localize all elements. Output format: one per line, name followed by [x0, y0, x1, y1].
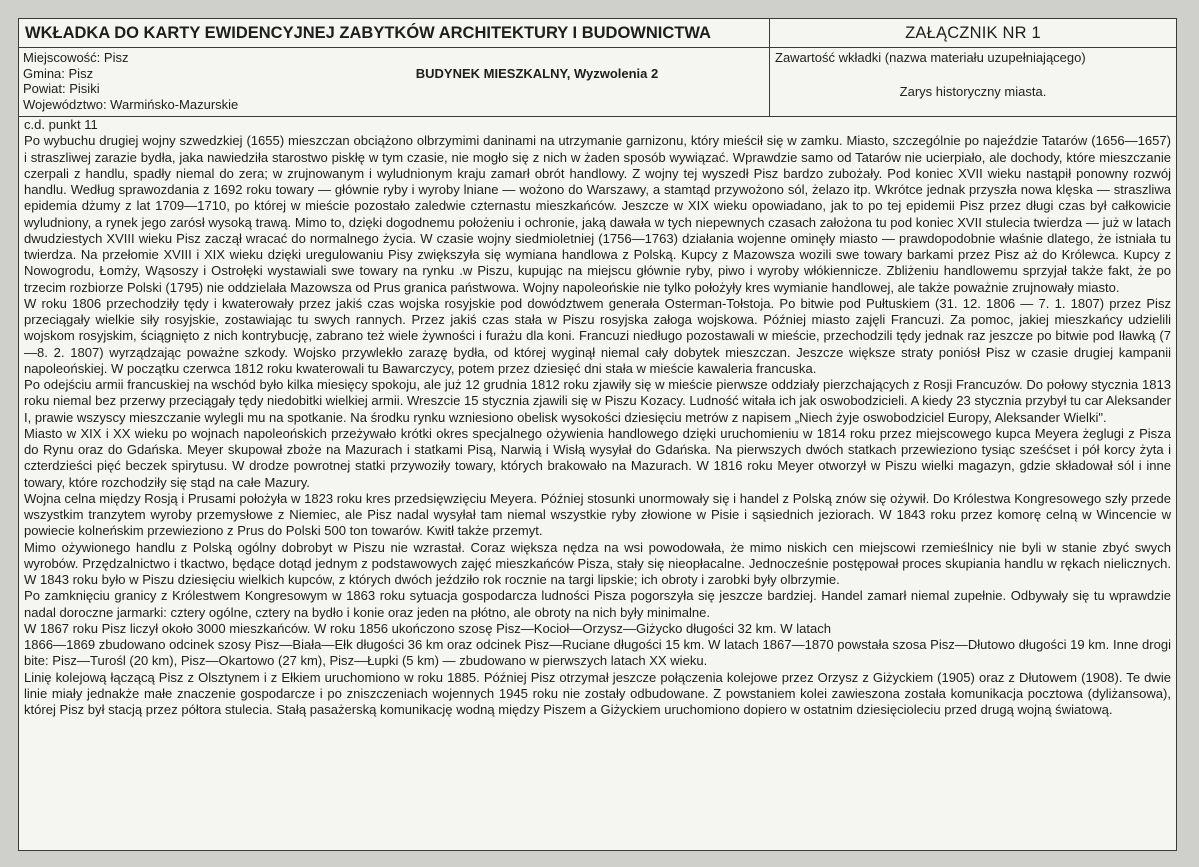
- metadata-row: [19, 48, 1176, 117]
- paragraph: W roku 1806 przechodziły tędy i kwaterowały przez jakiś czas wojska rosyjskie pod dowództwem generała Osterman-Tołstoja. Po bitwie pod Pułtuskiem (31. 12. 1806 — 7. 1. 1807) przez Pisz przeciągały wielkie siły rosyjskie, zostawiając tu swych rannych. Przez jakiś czas stała w Piszu rosyjska załoga wojskowa. Później miasto zajęli Francuzi. Za pomoc, jakiej mieszkańcy udzielili wojskom rosyjskim, ściągnięto z nich kontrybucję, zabrano też wiele żywności i furażu dla koni. Francuzi niedługo pozostawali w mieście, przechodzili tędy jednak raz jeszcze po bitwie pod Iławką (7—8. 2. 1807) wyrządzając poważne szkody. Wojsko przywlekło zarazę bydła, od której wyginął niemal cały dobytek mieszczan. Jeszcze większe straty poniósł Pisz w czasie drugiej kampanii napoleońskiej. W początku czerwca 1812 roku kwaterowali tu Bawarczycy, potem przez dziesięć dni stała w mieście kawaleria francuska.: [24, 295, 1171, 376]
- paragraph: Mimo ożywionego handlu z Polską ogólny dobrobyt w Piszu nie wzrastał. Coraz większa nędza na wsi powodowała, że mimo niskich cen miejscowi rzemieślnicy nie byli w stanie zbyć swych wyrobów. Przędzalnictwo i tkactwo, będące dotąd jednym z podstawowych zajęć mieszkańców Pisza, stały się nieopłacalne. Jednocześnie postępował proces skupiania handlu w rękach nielicznych. W 1843 roku było w Piszu dziesięciu wielkich kupców, z których dwóch jeździło rok rocznie na targi lipskie; ich obroty i zarobki były olbrzymie.: [24, 539, 1171, 587]
- location-block: [19, 48, 305, 116]
- paragraph: W 1867 roku Pisz liczył około 3000 mieszkańców. W roku 1856 ukończono szosę Pisz—Kocioł—Orzysz—Giżycko długości 32 km. W latach: [24, 620, 832, 636]
- paragraph: Po odejściu armii francuskiej na wschód było kilka miesięcy spokoju, ale już 12 grudnia 1812 roku zjawiły się w mieście pierwsze oddziały pierzchających z Rosji Francuzów. Do połowy stycznia 1813 roku niemal bez przerwy przeciągały tędy niedobitki wielkiej armii. Wreszcie 15 stycznia zjawili się w Piszu Kozacy. Ludność witała ich jak oswobodzicieli. A kiedy 23 stycznia przybył tu car Aleksander I, prawie wszyscy mieszczanie wylegli mu na spotkanie. Na środku rynku wzniesiono obelisk wysokości dziesięciu metrów z napisem „Niech żyje oswobodziciel Europy, Aleksander Wielki".: [24, 377, 1171, 425]
- commune-field: Gmina: Pisz: [23, 65, 94, 81]
- locality-field: Miejscowość: Pisz: [23, 50, 129, 65]
- paragraph: Po zamknięciu granicy z Królestwem Kongresowym w 1863 roku sytuacja gospodarcza ludności Pisza pogorszyła się jeszcze bardziej. Handel zamarł niemal zupełnie. Odbywały się tu wprawdzie nadal doroczne jarmarki: cztery ogólne, cztery na bydło i konie oraz jeden na płótno, ale obroty na nich były minimalne.: [24, 588, 1171, 620]
- document-title: WKŁADKA DO KARTY EWIDENCYJNEJ ZABYTKÓW ARCHITEKTURY I BUDOWNICTWA: [19, 19, 770, 47]
- building-name: BUDYNEK MIESZKALNY, Wyzwolenia 2: [305, 48, 770, 116]
- body-text: [19, 117, 1176, 718]
- paragraph: Wojna celna między Rosją i Prusami położyła w 1823 roku kres przedsięwzięciu Meyera. Później stosunki unormowały się i handel z Polską znów się ożywił. Do Królestwa Kongresowego szły przede wszystkim tranzytem wyroby przemysłowe z Niemiec, ale Pisz nadal wysyłał tam niemal wszystkie ryby złowione w Pisie i sąsiednich jeziorach. W 1843 roku przez komorę celną w Wincencie w powiecie kolneńskim przewieziono z Prus do Polski 500 ton towarów. Kwitł także przemyt.: [24, 490, 1171, 539]
- content-value: Zarys historyczny miasta.: [899, 84, 1047, 99]
- voivodeship-field: Województwo: Warmińsko-Mazurskie: [23, 96, 239, 112]
- paragraph-continuation-note: c.d. punkt 11: [24, 117, 98, 132]
- paragraph: 1866—1869 zbudowano odcinek szosy Pisz—Biała—Ełk długości 36 km oraz odcinek Pisz—Ruciane długości 15 km. W latach 1867—1870 powstała szosa Pisz—Dłutowo długości 19 km. Inne drogi bite: Pisz—Turośl (20 km), Pisz—Okartowo (27 km), Pisz—Łupki (5 km) — zbudowano w pierwszych latach XX wieku.: [24, 637, 1171, 669]
- content-label: Zawartość wkładki (nazwa materiału uzupełniającego): [775, 50, 1086, 65]
- paragraph: Miasto w XIX i XX wieku po wojnach napoleońskich przeżywało krótki okres specjalnego ożywienia handlowego dzięki uruchomieniu w 1814 roku przez miejscowego kupca Meyera żeglugi z Pisza do Rynu oraz do Gdańska. Meyer skupował zboże na Mazurach i statkami Pisą, Narwią i Wisłą wysyłał do Gdańska. Na pierwszych dwóch statkach przewieziono tysiąc sześćset i pół korcy żyta i czterdzieści pięć beczek spirytusu. W drodze powrotnej statki przywoziły towary, których brakowało na Mazurach. W 1816 roku Meyer otworzył w Piszu wielki magazyn, gdzie składował sól i inne towary, które rozchodziły się stąd na całe Mazury.: [24, 425, 1171, 490]
- paragraph: Linię kolejową łączącą Pisz z Olsztynem i z Ełkiem uruchomiono w roku 1885. Później Pisz otrzymał jeszcze połączenia kolejowe przez Orzysz z Giżyckiem (1905) oraz z Dłutowem (1908). Te dwie linie miały jednakże małe znaczenie gospodarcze i po zniszczeniach wojennych 1945 roku nie zostały odbudowane. Z powstaniem kolei zawieszona została komunikacja pocztowa (dyliżansowa), której Pisz był stacją przez półtora stulecia. Stałą pasażerską komunikację wodną między Piszem a Giżyckiem uruchomiono dopiero w ostatnim dziesięcioleciu przed drugą wojną światową.: [24, 669, 1171, 717]
- header-row: [19, 19, 1176, 48]
- content-block: [770, 48, 1176, 116]
- district-field: Powiat: Pisiki: [23, 81, 100, 97]
- annex-label: ZAŁĄCZNIK NR 1: [905, 24, 1041, 42]
- paragraph: Po wybuchu drugiej wojny szwedzkiej (1655) mieszczan obciążono olbrzymimi daninami na utrzymanie garnizonu, który mieścił się w zamku. Miasto, szczególnie po najeździe Tatarów (1656—1657) i straszliwej zarazie bydła, jaka nawiedziła starostwo piskłę w tym czasie, nie mogło się z nich w żaden sposób wywiązać. Wprawdzie samo od Tatarów nie ucierpiało, ale dochody, które mieszczanie czerpali z handlu, spadły niemal do zera; w zrujnowanym i wyludnionym kraju zamarł obrót handlowy. Z wojny tej wyszedł Pisz bardzo zubożały. Pod koniec XVII wieku nastąpił ponowny rozwój handlu. Według sprawozdania z 1692 roku towary — głównie ryby i wyroby lniane — wożono do Warszawy, a stamtąd przywożono sól, żelazo itp. Wkrótce jednak przyszła nowa klęska — straszliwa epidemia dżumy z lat 1709—1710, po której w mieście pozostało zaledwie czternastu mieszkańców. Jeszcze w XIX wieku opowiadano, jak to po tej epidemii Pisz przez długi czas był całkowicie wyludniony, a rynek jego zarósł wysoką trawą. Mimo to, dzięki dogodnemu położeniu i ochronie, jaką dawała w tych niepewnych czasach założona tu pod koniec XVII stulecia twierdza — już w latach dwudziestych XVIII wieku Pisz zaczął wracać do normalnego życia. W czasie wojny siedmioletniej (1756—1763) działania wojenne ominęły miasto — prawdopodobnie właśnie dlatego, że istniała tu twierdza. Na przełomie XVIII i XIX wieku dzięki uregulowaniu Pisy zwiększyła się wymiana handlowa z Polską. Kupcy z Mazowsza wozili swe towary barkami przez Pisz aż do Królewca. Kupcy z Nowogrodu, Łomży, Wąsoszy i Ostrołęki wystawiali swe towary na rynku .w Piszu, kupując na miejscu głównie ryby, piwo i wyroby włókiennicze. Zbliżeniu handlowemu sprzyjał także fakt, że po trzecim rozbiorze Polski (1795) nie oddzielała Mazowsza od Prus granica państwowa. Wojny napoleońskie nie tylko położyły kres wymianie handlowej, ale także poważnie zrujnowały miasto.: [24, 133, 1171, 295]
- document-sheet: [18, 18, 1177, 851]
